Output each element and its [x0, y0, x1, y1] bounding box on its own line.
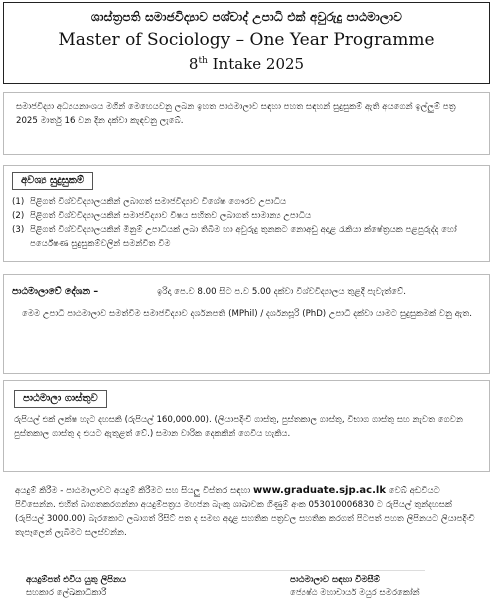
- application-text-end: වෙබ් අඩවියට පිවිසෙන්න. එහිත් බාගතකරගන්නා අයදුම්පත්‍රය මහජන බැංකු ශාඛාවක ගිණුම් අංක 053010006830 ට රුපියල් තුන්දහසක් (රුපියල් 3000.00) බැරකොට ලබාගත් රිසිට් පත ද සමඟ අදාළ සහතික පත්‍රවල සහතික කරගත් පිටපත් පහත ලිපිනයට ලියාපදිංචි තැපෑලෙන් ලැබීමට සලස්වන්න.: [15, 486, 475, 538]
- requirements-title: අවශ්‍ය සුදුසුකම්: [12, 172, 93, 190]
- intake-label: [4, 55, 489, 73]
- divider: [70, 570, 425, 571]
- website-link[interactable]: www.graduate.sjp.ac.lk: [252, 485, 386, 496]
- contact-name: ජ්‍යෙෂ්ඨ මහාචාර්ය මයුර සමරකෝන්: [290, 588, 420, 598]
- requirement-number: (3): [12, 225, 25, 235]
- progression-note: මෙම උපාධි පාඨමාලාව සමත්වීම සමාජවිද්‍යාව දර්ශනපති (MPhil) / දර්ශනසූරි (PhD) උපාධි දක්වා යාමට සුදුසුකමක් වනු ඇත.: [22, 309, 472, 319]
- requirement-item: [12, 223, 481, 251]
- intro-section: [3, 92, 490, 155]
- requirements-list: [12, 195, 481, 251]
- requirement-number: (2): [12, 211, 25, 221]
- intake-suffix: th: [198, 56, 208, 66]
- intro-text: සමාජවිද්‍යා අධ්‍යයනාංශය මගින් මෙහෙයවනු ලබන ඉහත පාඨමාලාව සඳහා පහත සඳහන් සුදුසුකම් ඇති අයගෙන් ඉල්ලුම් පත්‍ර 2025 මාර්තු 16 වන දින දක්වා කැඳවනු ලැබේ.: [16, 102, 456, 126]
- lectures-schedule: ඉරිදා පෙ.ව 8.00 සිට ප.ව 5.00 දක්වා විශ්වවිද්‍යාලය තුළදී පැවැත්වේ.: [157, 287, 406, 297]
- requirement-text: පිළිගත් විශ්වවිද්‍යාලයකින් සමාජවිද්‍යාව විෂය සහිතව ලබාගත් සාමාන්‍ය උපාධිය: [30, 211, 312, 221]
- lectures-row: [12, 285, 481, 299]
- requirement-number: (1): [12, 197, 25, 207]
- sinhala-title: ශාස්ත්‍රපති සමාජවිද්‍යාව පශ්චාද් උපාධි එක් අවුරුදු පාඨමාලාව: [90, 10, 403, 24]
- application-section: [3, 478, 490, 568]
- contacts-row: [0, 572, 495, 600]
- inquiries-block: [290, 574, 420, 600]
- application-text-start: අයදුම් කිරීම - පාඨමාලාවට අයදුම් කිරීමට සහ සියලු විස්තර සඳහා: [15, 486, 253, 496]
- contact-title: පාඨමාලාව සඳහා විමසීම්: [290, 575, 380, 585]
- application-address-block: [26, 574, 126, 600]
- contact-title: අයදුම්පත් එවිය යුතු ලිපිනය: [26, 575, 127, 585]
- contact-name: සහකාර ලේඛකාධිකාරී: [26, 588, 107, 598]
- lectures-label: පාඨමාලාවේ දේශන –: [12, 286, 99, 297]
- english-title: Master of Sociology – One Year Programme: [58, 30, 435, 50]
- requirement-text: පිළිගත් විශ්වවිද්‍යාලයකින් මිනුම් උපාධියක් ලබා තිබීම හා අවුරුදු තුනකට නොඅඩු අදාළ රැකියා ක්ෂේත්‍රයක පළපුරුද්ද හෝ පර්යේෂණ සුදුසුකම්වලින් සමන්විත වීම: [30, 225, 457, 249]
- intake-number: 8: [188, 55, 199, 73]
- programme-header: [3, 2, 490, 84]
- requirement-item: [12, 195, 481, 209]
- fees-section: [3, 380, 490, 472]
- lectures-section: [3, 274, 490, 374]
- requirement-text: පිළිගත් විශ්වවිද්‍යාලයකින් ලබාගත් සමාජවිද්‍යාව විශේෂ ගෞරව උපාධිය: [30, 197, 287, 207]
- requirements-section: [3, 165, 490, 262]
- application-text: [15, 484, 480, 540]
- fees-title: පාඨමාලා ගාස්තුව: [14, 390, 107, 408]
- intake-text: Intake 2025: [207, 55, 305, 73]
- fees-text: රුපියල් එක් ලක්ෂ හැට දහසකි (රුපියල් 160,000.00). (ලියාපදිංචි ගාස්තු, පුස්තකාල ගාස්තු, විභාග ගාස්තු සහ නැවත ගෙවන පුස්තකාල ගාස්තු ද එයට ඇතුළත් වේ.) සමාන වාරික දෙකකින් ගෙවිය හැකිය.: [14, 415, 463, 439]
- requirement-item: [12, 209, 481, 223]
